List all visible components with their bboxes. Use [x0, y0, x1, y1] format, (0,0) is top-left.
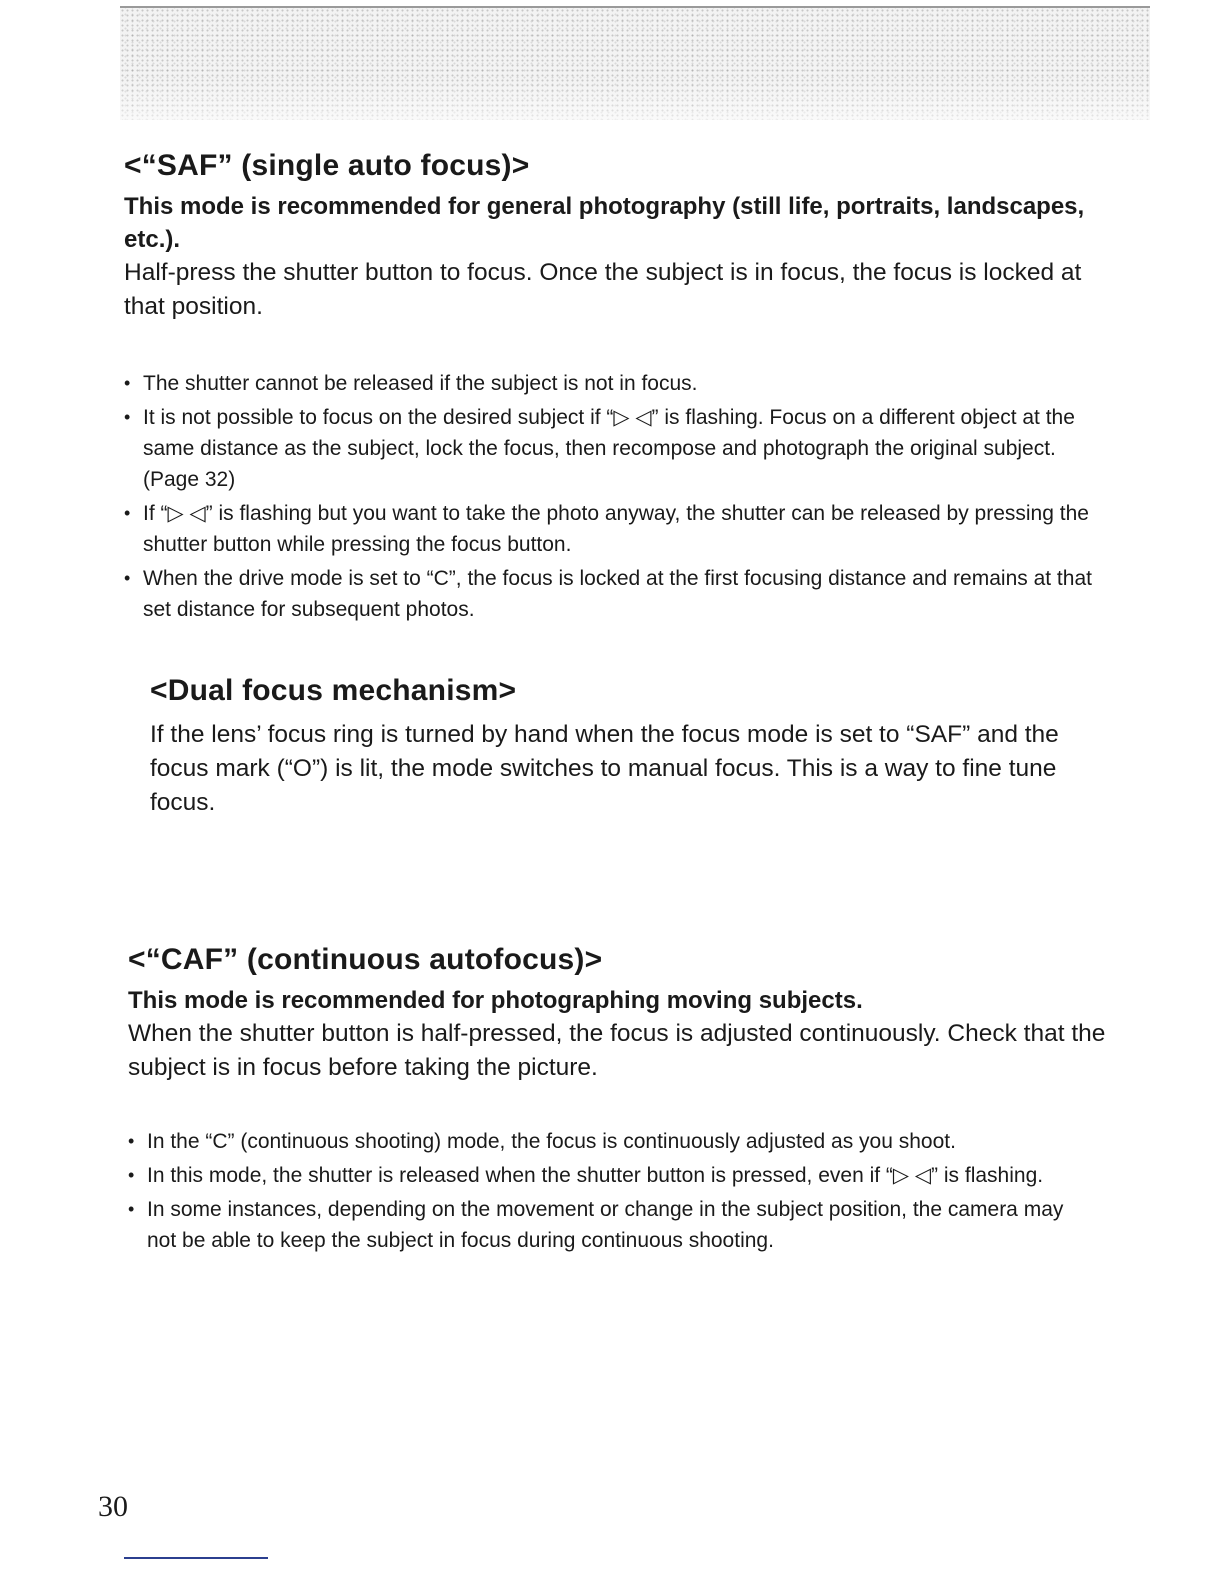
note-item: • It is not possible to focus on the desired subject if “▷ ◁” is flashing. Focus on a different object at the same distance as the subject, lock the focus, then recompose and photograph the original subject. (Page 32)	[124, 402, 1114, 495]
note-item: • In the “C” (continuous shooting) mode, the focus is continuously adjusted as you shoot.	[128, 1126, 1098, 1157]
dual-focus-body: If the lens’ focus ring is turned by hand when the focus mode is set to “SAF” and the focus mark (“O”) is lit, the mode switches to manual focus. This is a way to fine tune focus.	[150, 721, 1059, 816]
caf-notes	[128, 1126, 1098, 1259]
note-item: • In some instances, depending on the movement or change in the subject position, the camera may not be able to keep the subject in focus during continuous shooting.	[128, 1194, 1098, 1256]
caf-lead: This mode is recommended for photographing moving subjects.	[128, 987, 863, 1014]
saf-notes	[124, 368, 1114, 628]
saf-body: Half-press the shutter button to focus. Once the subject is in focus, the focus is locked at that position.	[124, 259, 1082, 320]
dual-focus-heading: <Dual focus mechanism>	[150, 674, 517, 707]
note-item: • If “▷ ◁” is flashing but you want to take the photo anyway, the shutter can be released by pressing the shutter button while pressing the focus button.	[124, 498, 1114, 560]
footer-rule	[124, 1557, 268, 1559]
caf-body: When the shutter button is half-pressed, the focus is adjusted continuously. Check that the subject is in focus before taking the picture.	[128, 1020, 1106, 1081]
header-halftone-band	[120, 6, 1150, 120]
dual-focus-section	[150, 673, 1090, 820]
saf-heading: <“SAF” (single auto focus)>	[124, 149, 530, 182]
note-item: • The shutter cannot be released if the subject is not in focus.	[124, 368, 1114, 399]
note-item: • When the drive mode is set to “C”, the focus is locked at the first focusing distance and remains at that set distance for subsequent photos.	[124, 563, 1114, 625]
caf-heading: <“CAF” (continuous autofocus)>	[128, 943, 603, 976]
saf-lead: This mode is recommended for general photography (still life, portraits, landscapes, etc.).	[124, 193, 1085, 253]
saf-section	[124, 148, 1104, 324]
caf-section	[128, 942, 1108, 1085]
note-item: • In this mode, the shutter is released when the shutter button is pressed, even if “▷ ◁” is flashing.	[128, 1160, 1098, 1191]
page-number: 30	[98, 1490, 128, 1523]
